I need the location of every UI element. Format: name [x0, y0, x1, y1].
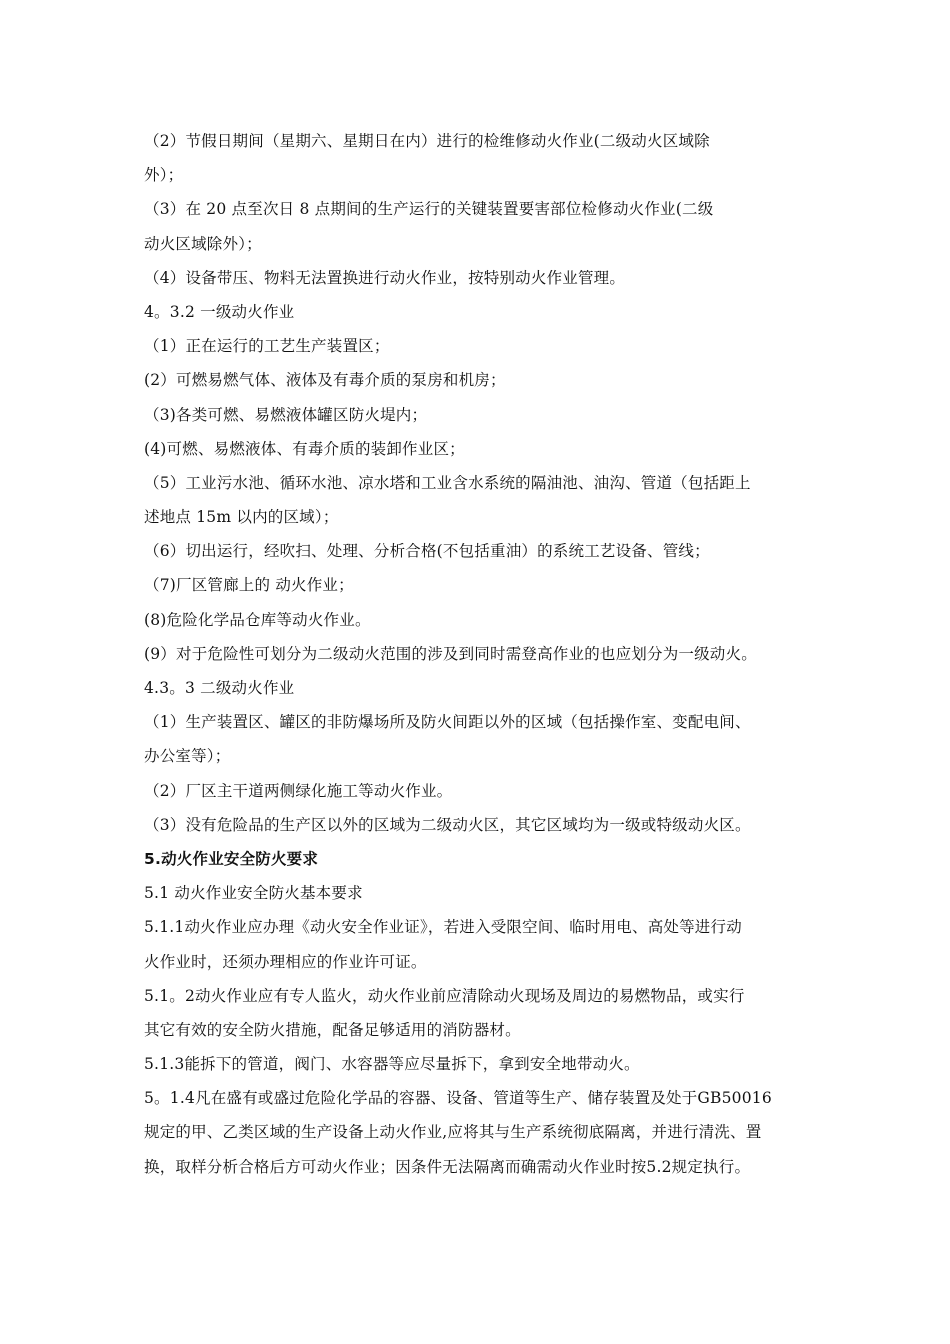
text-line: 其它有效的安全防火措施，配备足够适用的消防器材。 — [144, 1020, 521, 1039]
text-line: 动火区域除外）； — [144, 234, 262, 253]
text-line: （5）工业污水池、循环水池、凉水塔和工业含水系统的隔油池、油沟、管道（包括距上 — [144, 473, 751, 492]
text-line: （6）切出运行，经吹扫、处理、分析合格(不包括重油）的系统工艺设备、管线； — [144, 542, 710, 561]
section-heading-4-3-2: 4。3.2 一级动火作业 — [144, 302, 295, 321]
section-heading-5-1: 5.1 动火作业安全防火基本要求 — [144, 884, 363, 903]
text-line: 5.1.1动火作业应办理《动火安全作业证》，若进入受限空间、临时用电、高处等进行动 — [144, 918, 742, 937]
text-line: (4)可燃、易燃液体、有毒介质的装卸作业区； — [144, 439, 465, 458]
text-line: 5。1.4凡在盛有或盛过危险化学品的容器、设备、管道等生产、储存装置及处于GB50016 — [144, 1089, 772, 1108]
text-line: 5.1。2动火作业应有专人监火，动火作业前应清除动火现场及周边的易燃物品，或实行 — [144, 986, 745, 1005]
text-line: 办公室等）； — [144, 747, 231, 766]
text-line: 述地点 15m 以内的区域）； — [144, 508, 339, 527]
text-line: (2）可燃易燃气体、液体及有毒介质的泵房和机房； — [144, 371, 506, 390]
text-line: 5.1.3能拆下的管道，阀门、水容器等应尽量拆下，拿到安全地带动火。 — [144, 1055, 640, 1074]
text-line: （7)厂区管廊上的 动火作业； — [144, 576, 354, 595]
text-line: （3）在 20 点至次日 8 点期间的生产运行的关键装置要害部位检修动火作业(二级 — [144, 200, 714, 219]
text-line: (9）对于危险性可划分为二级动火范围的涉及到同时需登高作业的也应划分为一级动火。 — [144, 644, 757, 663]
text-line: 外）； — [144, 166, 184, 185]
text-line: （3）没有危险品的生产区以外的区域为二级动火区，其它区域均为一级或特级动火区。 — [144, 815, 751, 834]
text-line: （1）生产装置区、罐区的非防爆场所及防火间距以外的区域（包括操作室、变配电间、 — [144, 713, 751, 732]
text-line: （2）节假日期间（星期六、星期日在内）进行的检维修动火作业(二级动火区域除 — [144, 132, 710, 150]
text-line: 换，取样分析合格后方可动火作业；因条件无法隔离而确需动火作业时按5.2规定执行。 — [144, 1157, 751, 1176]
text-line: 火作业时，还须办理相应的作业许可证。 — [144, 952, 427, 971]
text-line: （4）设备带压、物料无法置换进行动火作业，按特别动火作业管理。 — [144, 268, 626, 287]
chapter-heading-5: 5.动火作业安全防火要求 — [144, 849, 319, 868]
text-line: 规定的甲、乙类区域的生产设备上动火作业,应将其与生产系统彻底隔离，并进行清洗、置 — [144, 1123, 762, 1142]
text-line: （1）正在运行的工艺生产装置区； — [144, 337, 390, 356]
text-line: （2）厂区主干道两侧绿化施工等动火作业。 — [144, 781, 453, 800]
text-line: （3)各类可燃、易燃液体罐区防火堤内； — [144, 405, 428, 424]
text-line: (8)危险化学品仓库等动火作业。 — [144, 610, 371, 629]
document-body — [144, 124, 824, 1184]
section-heading-4-3-3: 4.3。3 二级动火作业 — [144, 679, 295, 697]
